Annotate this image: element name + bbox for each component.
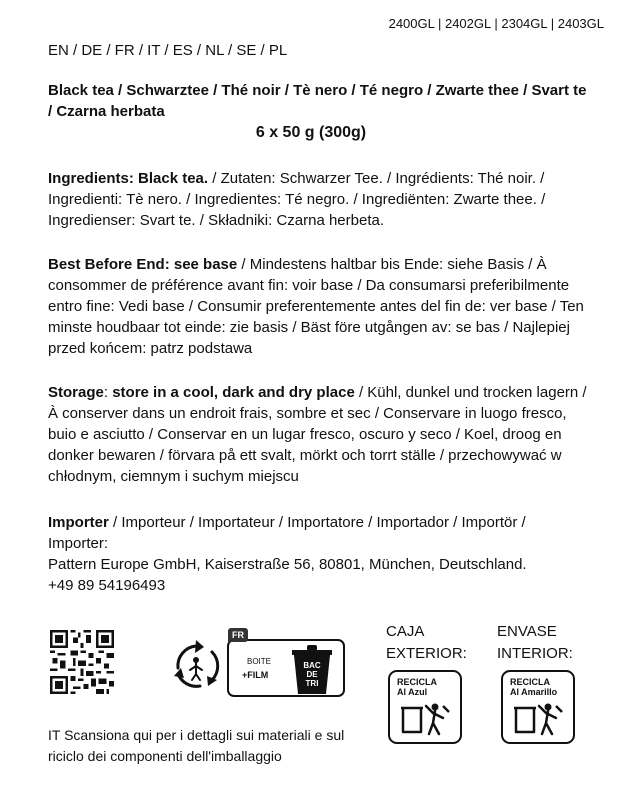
- storage-label: Storage: [48, 384, 104, 401]
- importer-section: [48, 512, 588, 596]
- film-label: +FILM: [242, 670, 269, 680]
- recycle-person-icon: [512, 702, 564, 736]
- recycle-person-icon: [399, 702, 451, 736]
- language-list: EN / DE / FR / IT / ES / NL / SE / PL: [48, 42, 288, 59]
- sorting-bin-icon: [292, 645, 332, 694]
- product-codes: 2400GL | 2402GL | 2304GL | 2403GL: [388, 16, 604, 31]
- importer-address: Pattern Europe GmbH, Kaiserstraße 56, 80801, München, Deutschland.: [48, 556, 527, 573]
- bac-line3: TRI: [305, 679, 319, 688]
- bac-line1: BAC: [303, 661, 321, 670]
- caja-exterior-label: [386, 621, 467, 665]
- ingredients-text: / Zutaten: Schwarzer Tee. / Ingrédients: Thé noir. / Ingredienti: Tè nero. / Ingredientes: Té negro. / Ingrediënten: Zwarte thee. / Ingredienser: Svart te. / Składniki: Czarna herbeta.: [48, 170, 546, 229]
- best-before-text: / Mindestens haltbar bis Ende: siehe Basis / À consommer de préférence avant fin: voir base / Da consumarsi preferibilmente entro fine: Vedi base / Consumir preferentemente antes del fin de: ver base / Ten minste houdbaar tot einde: zie basis / Bäst före utgången av: se bas / Najlepiej przed końcem: patrz podstawa: [48, 256, 584, 357]
- badge-title: RECICLA: [510, 677, 550, 687]
- french-recycling-info: [172, 628, 348, 700]
- badge-title: RECICLA: [397, 677, 437, 687]
- caja-line2: EXTERIOR:: [386, 645, 467, 662]
- importer-text: / Importeur / Importateur / Importatore / Importador / Importör / Importer:: [48, 514, 526, 552]
- storage-text: / Kühl, dunkel und trocken lagern / À conserver dans un endroit frais, sombre et sec / Conservare in luogo fresco, buio e asciutto / Conservar en un lugar fresco, oscuro y seco / Koel, droog en donker bewaren / förvara på ett svalt, mörkt och torrt ställe / przechowywać w chłodnym, ciemnym i suchym miejscu: [48, 384, 587, 485]
- storage-colon: :: [103, 384, 113, 401]
- triman-icon: [174, 640, 218, 686]
- bac-line2: DE: [306, 670, 318, 679]
- envase-interior-label: [497, 621, 573, 665]
- importer-label: Importer: [48, 514, 109, 531]
- envase-line1: ENVASE: [497, 623, 557, 640]
- envase-line2: INTERIOR:: [497, 645, 573, 662]
- qr-code-icon[interactable]: [50, 630, 114, 694]
- italian-scan-note: IT Scansiona qui per i dettagli sui materiali e sul riciclo dei componenti dell'imballaggio: [48, 727, 345, 764]
- badge-subtitle: Al Amarillo: [510, 687, 558, 697]
- product-title: Black tea / Schwarztee / Thé noir / Tè nero / Té negro / Zwarte thee / Svart te / Czarna herbata: [48, 82, 587, 120]
- badge-subtitle: Al Azul: [397, 687, 428, 697]
- storage-section: [48, 382, 588, 487]
- importer-phone: +49 89 54196493: [48, 577, 166, 594]
- recicla-amarillo-badge: [501, 670, 575, 744]
- storage-instruction: store in a cool, dark and dry place: [112, 384, 355, 401]
- boite-label: BOITE: [247, 657, 272, 666]
- recicla-azul-badge: [388, 670, 462, 744]
- ingredients-section: [48, 168, 588, 231]
- best-before-label: Best Before End: see base: [48, 256, 238, 273]
- net-weight: 6 x 50 g (300g): [255, 124, 367, 141]
- country-code: FR: [232, 630, 244, 640]
- best-before-section: [48, 254, 588, 359]
- caja-line1: CAJA: [386, 623, 425, 640]
- ingredients-label: Ingredients: Black tea.: [48, 170, 209, 187]
